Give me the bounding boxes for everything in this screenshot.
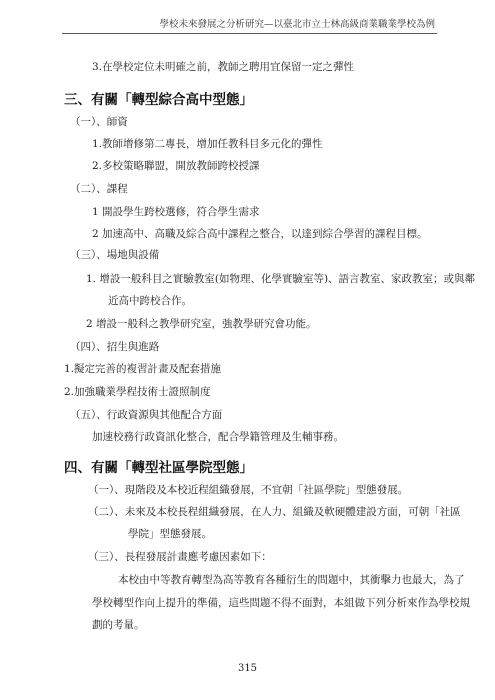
- text-line: （一）、現階段及本校近程組織發展，不宜朝「社區學院」型態發展。: [88, 484, 409, 496]
- text-line: 2.多校策略聯盟，開放教師跨校授課: [92, 160, 260, 172]
- paragraph-line: 劃的考量。: [92, 619, 145, 631]
- section-heading: 四、有關「轉型社區學院型態」: [64, 460, 253, 476]
- paragraph-line: 本校由中等教育轉型為高等教育各種衍生的問題中，其衝擊力也最大，為了: [118, 574, 465, 586]
- text-line: 1 開設學生跨校選修，符合學生需求: [92, 206, 260, 218]
- text-line: 加速校務行政資訊化整合，配合學籍管理及生輔事務。: [92, 431, 344, 443]
- running-header: 學校未來發展之分析研究—以臺北市立士林高級商業職業學校為例: [159, 19, 435, 30]
- text-line: 2 增設一般科之教學研究室，強教學研究會功能。: [86, 318, 317, 330]
- text-line: 2 加速高中、高職及綜合高中課程之整合，以達到綜合學習的課程目標。: [92, 228, 428, 240]
- subsection-heading: （三）、場地與設備: [70, 249, 160, 261]
- text-line: 2.加強職業學程技術士證照制度: [64, 386, 211, 398]
- header-rule: [62, 33, 437, 34]
- text-line: 1. 增設一般科目之實驗教室(如物理、化學實驗室等)、語言教室、家政教室；或與鄰: [86, 273, 476, 285]
- section-heading: 三、有關「轉型綜合高中型態」: [64, 92, 253, 108]
- text-line: 3.在學校定位未明確之前，教師之聘用宜保留一定之彈性: [92, 61, 355, 73]
- text-line: （三）、長程發展計畫應考慮因素如下：: [88, 551, 272, 563]
- text-line: 學院」型態發展。: [128, 528, 212, 540]
- page-number: 315: [237, 663, 258, 674]
- subsection-heading: （二）、課程: [70, 183, 128, 195]
- text-line: （二）、未來及本校長程組織發展，在人力、組織及軟硬體建設方面，可朝「社區: [88, 506, 461, 518]
- subsection-heading: （四）、招生與進路: [70, 341, 160, 353]
- subsection-heading: （一）、師資: [70, 116, 128, 128]
- text-line: 1.擬定完善的複習計畫及配套措施: [64, 363, 222, 375]
- paragraph-line: 學校轉型作向上提升的準備，這些問題不得不面對，本組做下列分析來作為學校規: [92, 597, 470, 609]
- subsection-heading: （五）、行政資源與其他配合方面: [70, 409, 223, 421]
- text-line: 近高中跨校合作。: [108, 295, 192, 307]
- text-line: 1.教師增修第二專長，增加任教科目多元化的彈性: [92, 138, 323, 150]
